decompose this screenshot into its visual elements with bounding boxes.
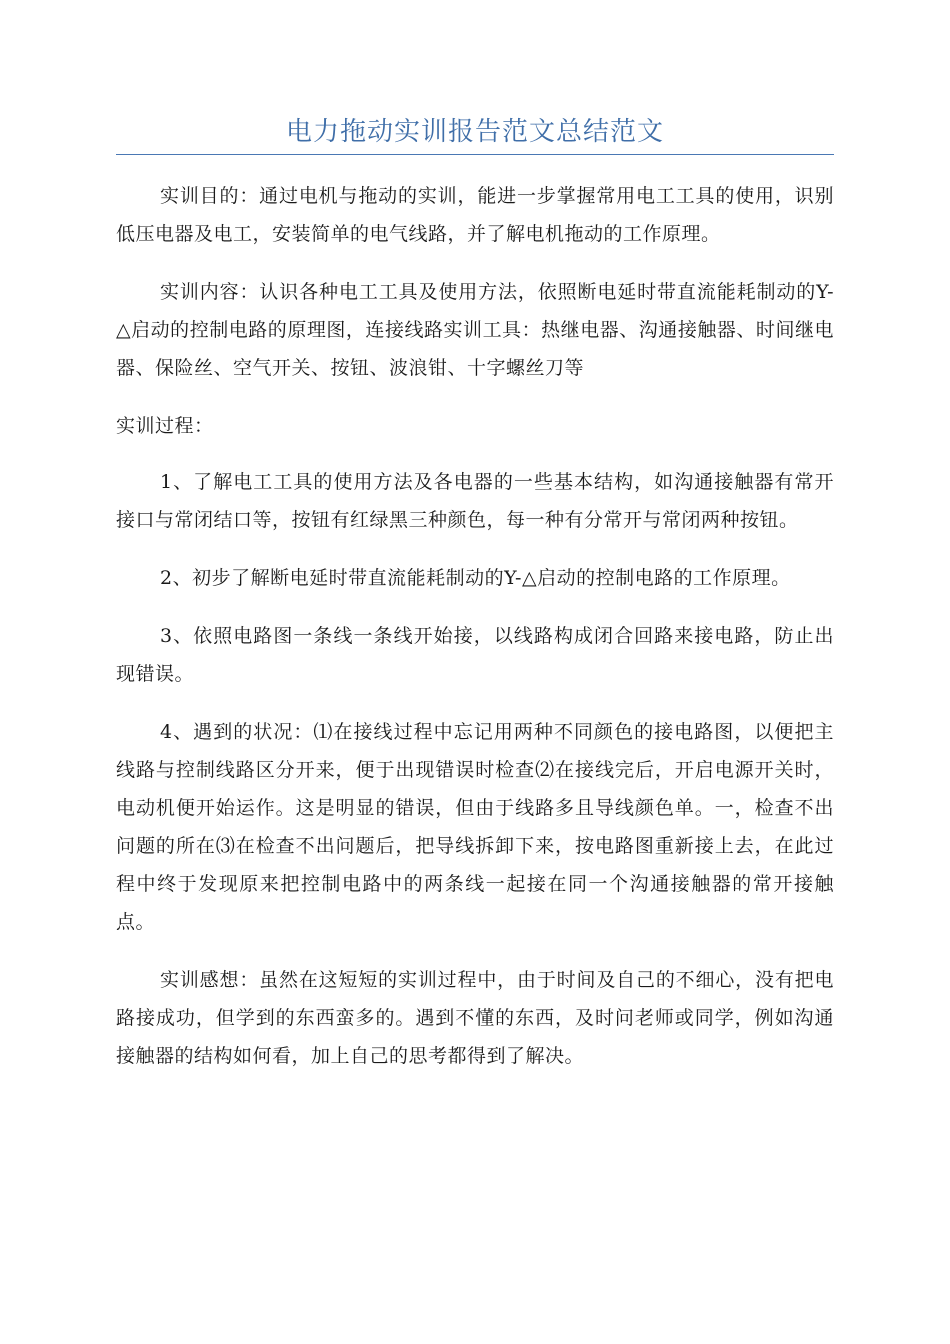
paragraph-step-2: 2、初步了解断电延时带直流能耗制动的Y-△启动的控制电路的工作原理。: [160, 567, 791, 589]
document-body: [116, 177, 834, 1095]
paragraph-process-heading: 实训过程：: [116, 415, 214, 437]
paragraph-content: 实训内容：认识各种电工工具及使用方法，依照断电延时带直流能耗制动的Y-△启动的控制电路的原理图，连接线路实训工具：热继电器、沟通接触器、时间继电器、保险丝、空气开关、按钮、波浪钳、十字螺丝刀等: [116, 281, 834, 379]
document-title: 电力拖动实训报告范文总结范文: [285, 117, 664, 147]
paragraph-reflection: 实训感想：虽然在这短短的实训过程中，由于时间及自己的不细心，没有把电路接成功，但学到的东西蛮多的。遇到不懂的东西，及时问老师或同学，例如沟通接触器的结构如何看，加上自己的思考都得到了解决。: [116, 969, 834, 1067]
paragraph-step-1: 1、了解电工工具的使用方法及各电器的一些基本结构，如沟通接触器有常开接口与常闭结口等，按钮有红绿黑三种颜色，每一种有分常开与常闭两种按钮。: [116, 471, 834, 531]
paragraph-step-3: 3、依照电路图一条线一条线开始接，以线路构成闭合回路来接电路，防止出现错误。: [116, 625, 834, 685]
paragraph-step-4: 4、遇到的状况：⑴在接线过程中忘记用两种不同颜色的接电路图，以便把主线路与控制线路区分开来，便于出现错误时检查⑵在接线完后，开启电源开关时，电动机便开始运作。这是明显的错误，但由于线路多且导线颜色单。一，检查不出问题的所在⑶在检查不出问题后，把导线拆卸下来，按电路图重新接上去，在此过程中终于发现原来把控制电路中的两条线一起接在同一个沟通接触器的常开接触点。: [116, 721, 834, 933]
paragraph-purpose: 实训目的：通过电机与拖动的实训，能进一步掌握常用电工工具的使用，识别低压电器及电工，安装简单的电气线路，并了解电机拖动的工作原理。: [116, 185, 834, 245]
title-underline: [116, 154, 834, 155]
